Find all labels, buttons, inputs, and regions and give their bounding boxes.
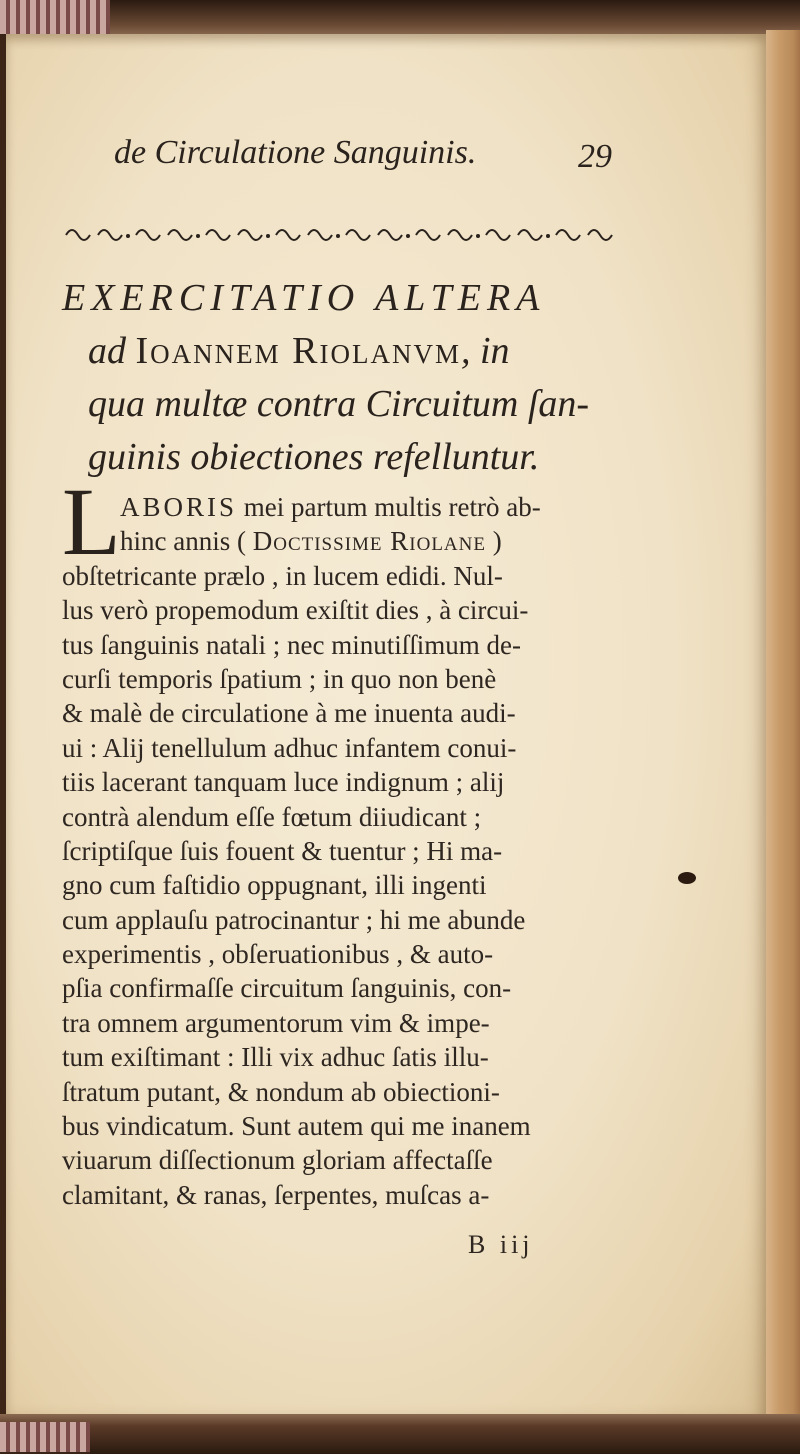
body-line: pſia confirmaſſe circuitum ſanguinis, con- xyxy=(62,973,512,1004)
body-line-1-rest: mei partum multis retrò ab- xyxy=(243,492,541,522)
body-line: contrà alendum eſſe fœtum diiudicant ; xyxy=(62,801,482,832)
body-line: tum exiſtimant : Illi vix adhuc ſatis illu- xyxy=(62,1042,489,1073)
body-line: bus vindicatum. Sunt autem qui me inanem xyxy=(62,1111,531,1142)
title-line-3: qua multæ contra Circuitum ſan- xyxy=(88,383,590,425)
drop-cap: L xyxy=(62,468,121,575)
body-line: tus ſanguinis natali ; nec minutiſſimum de- xyxy=(62,629,521,660)
decorative-border-ornament xyxy=(62,222,624,248)
page-bottom-edge xyxy=(0,1414,800,1454)
body-line: clamitant, & ranas, ſerpentes, muſcas a- xyxy=(62,1179,490,1210)
body-first-word: ABORIS xyxy=(120,492,238,522)
body-line: experimentis , obſeruationibus , & auto- xyxy=(62,939,494,970)
body-line: viuarum diſſectionum gloriam affectaſſe xyxy=(62,1145,493,1176)
body-line: obſtetricante prælo , in lucem edidi. Nul- xyxy=(62,560,503,591)
body-line-2-b: ) xyxy=(492,526,502,557)
page-top-edge xyxy=(0,0,800,36)
running-head: de Circulatione Sanguinis. xyxy=(114,134,477,171)
body-text xyxy=(62,490,634,1212)
title-line-1: EXERCITATIO ALTERA xyxy=(62,277,546,319)
body-line: lus verò propemodum exiſtit dies , à circui- xyxy=(62,595,529,626)
body-line-2-a: hinc annis ( xyxy=(120,526,246,557)
page-fore-edge xyxy=(766,30,800,1424)
body-line-2 xyxy=(62,524,634,558)
body-line-2-name: Doctissime Riolane xyxy=(252,526,486,557)
body-line: tra omnem argumentorum vim & impe- xyxy=(62,1007,490,1038)
title-line-2-name: Ioannem Riolanvm xyxy=(135,330,461,372)
book-page xyxy=(6,34,766,1418)
chapter-title xyxy=(62,272,632,484)
ink-stain xyxy=(678,872,696,884)
body-line: ſcriptiſque ſuis fouent & tuentur ; Hi ma- xyxy=(62,835,503,866)
title-line-2-suffix: , in xyxy=(460,330,510,372)
body-line: gno cum faſtidio oppugnant, illi ingenti xyxy=(62,870,487,901)
body-line: tiis lacerant tanquam luce indignum ; alij xyxy=(62,767,505,798)
body-line: curſi temporis ſpatium ; in quo non benè xyxy=(62,663,497,694)
headband-top xyxy=(0,0,110,36)
body-line: ui : Alij tenellulum adhuc infantem conui- xyxy=(62,732,517,763)
page-number: 29 xyxy=(578,138,612,175)
body-line: cum applauſu patrocinantur ; hi me abunde xyxy=(62,904,526,935)
title-line-4: guinis obiectiones refelluntur. xyxy=(88,436,540,478)
body-line: ſtratum putant, & nondum ab obiectioni- xyxy=(62,1076,500,1107)
body-line-1 xyxy=(62,490,634,524)
headband-bottom xyxy=(0,1422,90,1454)
body-line: & malè de circulatione à me inuenta audi- xyxy=(62,698,516,729)
title-line-2 xyxy=(62,325,632,378)
signature-mark: B iij xyxy=(468,1230,534,1259)
title-line-2-prefix: ad xyxy=(88,330,126,372)
